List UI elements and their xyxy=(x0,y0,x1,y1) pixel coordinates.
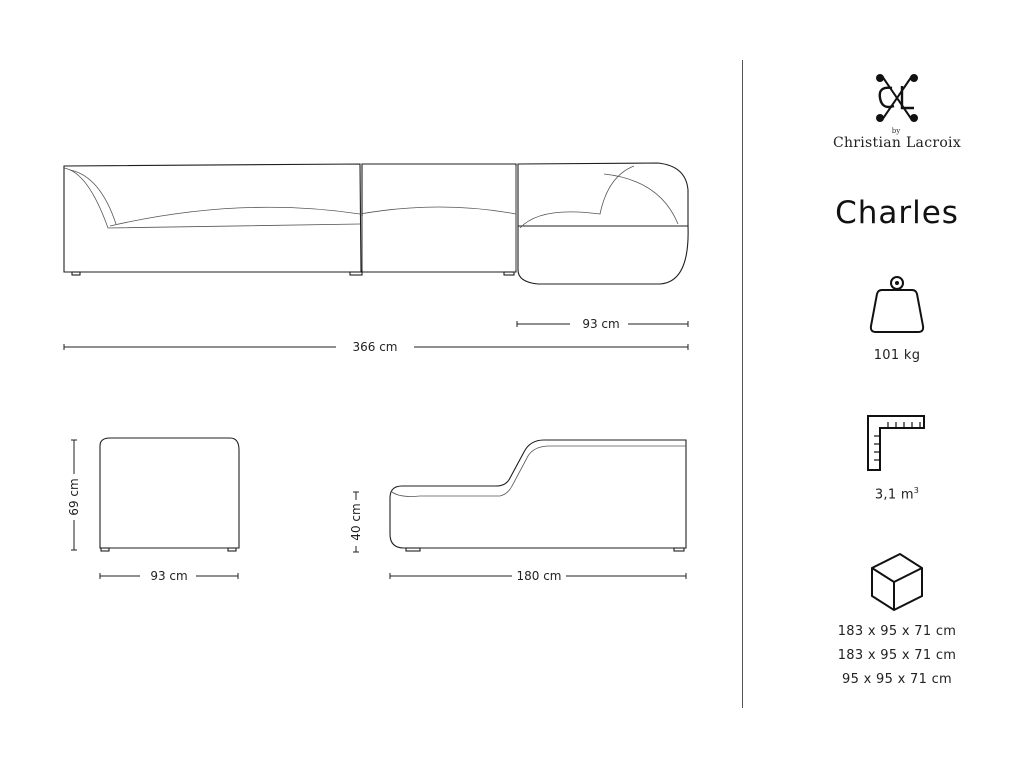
product-title: Charles xyxy=(835,195,959,231)
dim-side-depth-label: 93 cm xyxy=(150,569,188,583)
weight-value: 101 kg xyxy=(873,348,921,363)
volume-value xyxy=(817,486,977,502)
package-dimension-item: 183 x 95 x 71 cm xyxy=(837,648,957,663)
package-dimensions-list xyxy=(817,622,977,694)
dim-front-total-label: 366 cm xyxy=(352,340,398,354)
ruler-corner-icon xyxy=(866,414,926,472)
christian-lacroix-logo-icon xyxy=(868,70,926,126)
dim-side-depth xyxy=(100,569,238,583)
vertical-divider xyxy=(742,60,743,708)
dim-chaise-seat-height-label: 40 cm xyxy=(349,503,363,541)
volume-superscript: 3 xyxy=(913,486,920,495)
dim-front-chaise xyxy=(517,317,688,331)
dim-front-chaise-label: 93 cm xyxy=(582,317,620,331)
volume-number: 3,1 m xyxy=(874,487,914,503)
dim-chaise-length-label: 180 cm xyxy=(516,569,562,583)
chaise-side-view xyxy=(390,440,686,551)
dim-side-height xyxy=(67,440,81,550)
dim-chaise-length xyxy=(390,569,686,583)
dim-side-height-label: 69 cm xyxy=(67,478,81,516)
dim-front-total xyxy=(64,340,688,354)
side-view-module xyxy=(100,438,239,551)
weight-icon xyxy=(868,274,926,336)
brand-name: Christian Lacroix xyxy=(832,135,962,151)
dim-chaise-seat-height xyxy=(349,492,363,552)
package-dimension-item: 95 x 95 x 71 cm xyxy=(842,672,952,687)
box-icon xyxy=(866,550,928,612)
front-view-sofa xyxy=(64,163,688,284)
brand-by-text: by xyxy=(891,127,901,135)
package-dimension-item: 183 x 95 x 71 cm xyxy=(837,624,957,639)
